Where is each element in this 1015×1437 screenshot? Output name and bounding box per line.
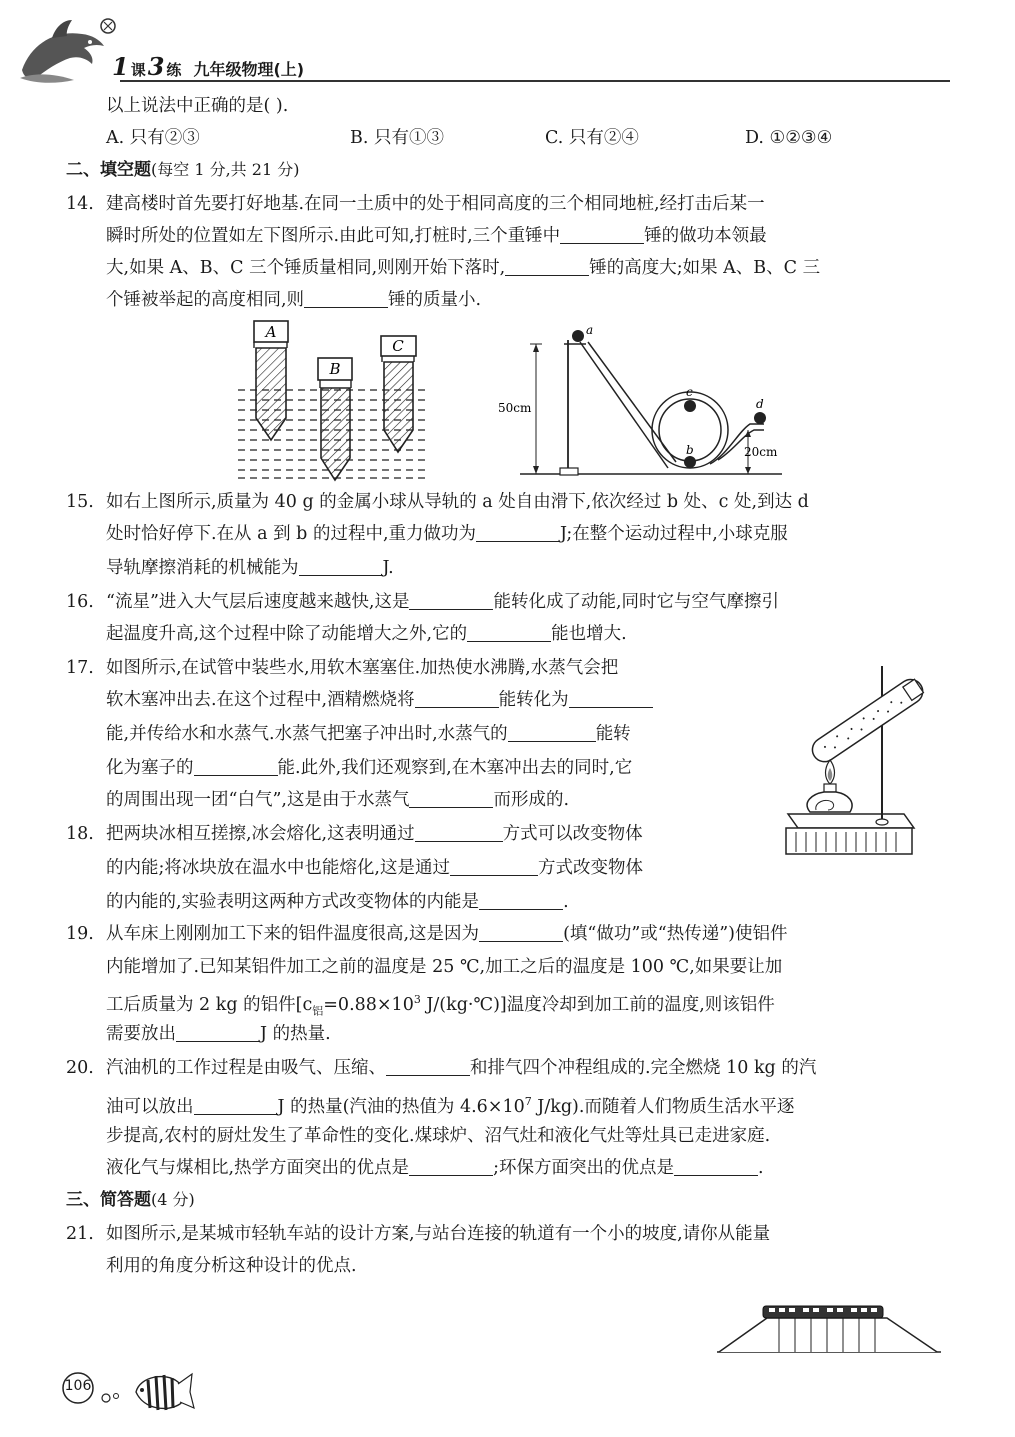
- q14-line-1: [66, 192, 765, 216]
- q17-text-5b: 而形成的.: [493, 790, 570, 810]
- q17-line-3: [106, 722, 631, 746]
- hammer-c-label: C: [392, 337, 404, 355]
- q21-line-1: [66, 1222, 770, 1246]
- q17-line-5: [106, 788, 569, 812]
- q17-text-3b: 能转: [595, 724, 631, 744]
- hammer-a-label: A: [265, 323, 277, 341]
- q18-text-1a: 把两块冰相互搓擦,冰会熔化,这表明通过: [106, 824, 415, 844]
- q17-text-2a: 软木塞冲出去.在这个过程中,酒精燃烧将: [106, 690, 415, 710]
- q14-line-3: [106, 256, 820, 280]
- point-d-label: d: [756, 397, 764, 411]
- q15-blank-1[interactable]: [476, 523, 560, 542]
- q14-text-4b: 锤的质量小.: [388, 290, 482, 310]
- q20-blank-3[interactable]: [409, 1157, 493, 1176]
- height-label-50cm: 50cm: [498, 401, 532, 415]
- pile-b: [320, 380, 351, 480]
- q17-blank-1[interactable]: [415, 689, 499, 708]
- q20-number: 20.: [66, 1058, 94, 1078]
- section-2-title: 二、填空题: [66, 160, 151, 180]
- q18-text-2b: 方式改变物体: [537, 858, 643, 878]
- q14-text-1: 建高楼时首先要打好地基.在同一土质中的处于相同高度的三个相同地桩,经打击后某一: [106, 194, 765, 214]
- q13-stem: 以上说法中正确的是( ).: [106, 96, 289, 116]
- q19-subscript-al: 铝: [312, 1004, 324, 1018]
- q17-text-3a: 能,并传给水和水蒸气.水蒸气把塞子冲出时,水蒸气的: [106, 724, 508, 744]
- brand-number-1: 1: [112, 52, 129, 81]
- q20-text-3: 步提高,农村的厨灶发生了革命性的变化.煤球炉、沼气灶和液化气灶等灶具已走进家庭.: [106, 1126, 771, 1146]
- q18-text-1b: 方式可以改变物体: [502, 824, 643, 844]
- q20-superscript-7: 7: [524, 1095, 532, 1108]
- point-a-label: a: [586, 323, 594, 337]
- q19-blank-1[interactable]: [479, 923, 563, 942]
- q17-text-5a: 的周围出现一团“白气”,这是由于水蒸气: [106, 790, 410, 810]
- page-header: [0, 0, 1015, 90]
- pile-c: [382, 356, 414, 452]
- q15-text-2b: J;在整个运动过程中,小球克服: [560, 524, 788, 544]
- section-2-note: (每空 1 分,共 21 分): [151, 160, 300, 179]
- q13-option-d: D. ①②③④: [745, 128, 833, 148]
- q14-blank-3[interactable]: [304, 289, 388, 308]
- pile-driving-figure: [232, 318, 432, 482]
- q15-blank-2[interactable]: [299, 557, 383, 576]
- q20-text-4b: ;环保方面突出的优点是: [493, 1158, 674, 1178]
- fish-decoration-icon: [96, 1370, 196, 1414]
- q17-text-4a: 化为塞子的: [106, 758, 194, 778]
- q16-line-1: [66, 590, 779, 614]
- q20-blank-1[interactable]: [386, 1057, 470, 1076]
- q20-text-1a: 汽油机的工作过程是由吸气、压缩、: [106, 1058, 386, 1078]
- q21-line-2: [106, 1254, 357, 1278]
- q20-text-4c: .: [757, 1158, 764, 1178]
- q18-blank-1[interactable]: [415, 823, 503, 842]
- ball-b: [684, 456, 696, 468]
- q19-superscript-3: 3: [413, 993, 421, 1006]
- q17-line-2: [106, 688, 653, 712]
- q18-line-3: [106, 890, 569, 914]
- ball-a: [572, 330, 584, 342]
- q17-text-4b: 能.此外,我们还观察到,在木塞冲出去的同时,它: [277, 758, 633, 778]
- q20-line-1: [66, 1056, 816, 1080]
- q16-number: 16.: [66, 592, 94, 612]
- q15-text-3b: J.: [382, 558, 394, 578]
- q21-number: 21.: [66, 1224, 94, 1244]
- q17-text-2b: 能转化为: [498, 690, 569, 710]
- page-number: 106: [64, 1378, 92, 1394]
- q18-blank-2[interactable]: [450, 857, 538, 876]
- section-2-heading: [66, 158, 299, 182]
- q19-text-3a: 工后质量为 2 kg 的铝件[c: [106, 994, 313, 1015]
- q13-option-c: C. 只有②④: [545, 128, 639, 148]
- dolphin-logo-icon: [12, 12, 122, 84]
- q17-line-4: [106, 756, 632, 780]
- test-tube-heating-figure: [780, 660, 950, 860]
- q19-text-3c: J/(kg·℃)]温度冷却到加工前的温度,则该铝件: [420, 994, 775, 1015]
- q20-line-4: [106, 1156, 764, 1180]
- q20-text-2a: 油可以放出: [106, 1096, 194, 1117]
- section-3-heading: [66, 1188, 195, 1212]
- q20-text-1b: 和排气四个冲程组成的.完全燃烧 10 kg 的汽: [470, 1058, 817, 1078]
- brand-ke: 课: [130, 61, 146, 79]
- q16-text-2a: 起温度升高,这个过程中除了动能增大之外,它的: [106, 624, 468, 644]
- q18-line-1: [66, 822, 643, 846]
- q21-text-2: 利用的角度分析这种设计的优点.: [106, 1256, 357, 1276]
- q19-line-1: [66, 922, 788, 946]
- pile-a: [254, 342, 287, 440]
- q14-text-2a: 瞬时所处的位置如左下图所示.由此可知,打桩时,三个重锤中: [106, 226, 561, 246]
- q18-text-3a: 的内能的,实验表明这两种方式改变物体的内能是: [106, 892, 480, 912]
- q18-text-2a: 的内能;将冰块放在温水中也能熔化,这是通过: [106, 858, 450, 878]
- q17-text-1: 如图所示,在试管中装些水,用软木塞塞住.加热使水沸腾,水蒸气会把: [106, 658, 619, 678]
- q15-text-1: 如右上图所示,质量为 40 g 的金属小球从导轨的 a 处自由滑下,依次经过 b 处、c 处,到达 d: [106, 492, 809, 512]
- q14-text-3a: 大,如果 A、B、C 三个锤质量相同,则刚开始下落时,: [106, 258, 506, 278]
- q16-text-2b: 能也增大.: [551, 624, 627, 644]
- q15-line-1: [66, 490, 809, 514]
- q19-line-2: [106, 955, 782, 979]
- q20-text-4a: 液化气与煤相比,热学方面突出的优点是: [106, 1158, 410, 1178]
- q20-blank-2[interactable]: [194, 1096, 278, 1115]
- q20-line-3: [106, 1124, 770, 1148]
- section-3-note: (4 分): [151, 1190, 195, 1209]
- q19-text-1a: 从车床上刚刚加工下来的铝件温度很高,这是因为: [106, 924, 480, 944]
- book-title: 九年级物理(上): [193, 60, 305, 79]
- q20-text-2c: J/kg).而随着人们物质生活水平逐: [531, 1096, 795, 1117]
- header-brand: [112, 52, 304, 80]
- loop-track-figure: [480, 322, 790, 482]
- light-rail-station-figure: [715, 1294, 945, 1356]
- q14-line-2: [106, 224, 767, 248]
- q19-number: 19.: [66, 924, 94, 944]
- q14-number: 14.: [66, 194, 94, 214]
- q19-text-4a: 需要放出: [106, 1024, 176, 1044]
- q19-line-3: [106, 988, 775, 1023]
- q19-blank-2[interactable]: [176, 1023, 260, 1042]
- q15-number: 15.: [66, 492, 94, 512]
- q18-text-3b: .: [563, 892, 569, 912]
- height-label-20cm: 20cm: [744, 445, 778, 459]
- hammer-b-label: B: [329, 360, 341, 378]
- ball-d: [754, 412, 766, 424]
- q15-line-2: [106, 522, 788, 546]
- q17-line-1: [66, 656, 618, 680]
- q15-line-3: [106, 556, 394, 580]
- q17-number: 17.: [66, 658, 94, 678]
- q16-text-1b: 能转化成了动能,同时它与空气摩擦引: [493, 592, 780, 612]
- q17-blank-5[interactable]: [409, 789, 493, 808]
- q14-blank-2[interactable]: [505, 257, 589, 276]
- q17-blank-4[interactable]: [194, 757, 278, 776]
- q19-line-4: [106, 1022, 331, 1046]
- brand-lian: 练: [166, 61, 182, 79]
- q19-text-2: 内能增加了.已知某铝件加工之前的温度是 25 ℃,加工之后的温度是 100 ℃,如果要让加: [106, 957, 783, 977]
- q18-blank-3[interactable]: [479, 891, 563, 910]
- q14-blank-1[interactable]: [560, 225, 644, 244]
- q13-option-b: B. 只有①③: [350, 128, 444, 148]
- q21-text-1: 如图所示,是某城市轻轨车站的设计方案,与站台连接的轨道有一个小的坡度,请你从能量: [106, 1224, 771, 1244]
- q20-line-2: [106, 1090, 794, 1119]
- q20-blank-4[interactable]: [674, 1157, 758, 1176]
- q14-line-4: [106, 288, 481, 312]
- q17-blank-2[interactable]: [569, 689, 653, 708]
- q19-text-1b: (填“做功”或“热传递”)使铝件: [563, 924, 788, 944]
- q16-text-1a: “流星”进入大气层后速度越来越快,这是: [106, 592, 410, 612]
- q14-text-2b: 锤的做功本领最: [644, 226, 767, 246]
- q14-text-3b: 锤的高度大;如果 A、B、C 三: [589, 258, 821, 278]
- q20-text-2b: J 的热量(汽油的热值为 4.6×10: [277, 1096, 525, 1117]
- q18-number: 18.: [66, 824, 94, 844]
- q14-text-4a: 个锤被举起的高度相同,则: [106, 290, 305, 310]
- q19-text-3b: =0.88×10: [323, 994, 414, 1015]
- page-footer: [60, 1370, 200, 1420]
- q16-line-2: [106, 622, 627, 646]
- brand-number-3: 3: [147, 52, 165, 81]
- q18-line-2: [106, 856, 643, 880]
- section-3-title: 三、简答题: [66, 1190, 151, 1210]
- q15-text-2a: 处时恰好停下.在从 a 到 b 的过程中,重力做功为: [106, 524, 477, 544]
- point-b-label: b: [686, 443, 694, 457]
- q17-blank-3[interactable]: [508, 723, 596, 742]
- point-c-label: c: [686, 385, 693, 399]
- header-rule: [120, 80, 950, 82]
- q15-text-3a: 导轨摩擦消耗的机械能为: [106, 558, 299, 578]
- ball-c: [684, 400, 696, 412]
- q19-text-4b: J 的热量.: [260, 1024, 331, 1044]
- q13-option-a: A. 只有②③: [106, 128, 200, 148]
- q16-blank-1[interactable]: [409, 591, 493, 610]
- q16-blank-2[interactable]: [467, 623, 551, 642]
